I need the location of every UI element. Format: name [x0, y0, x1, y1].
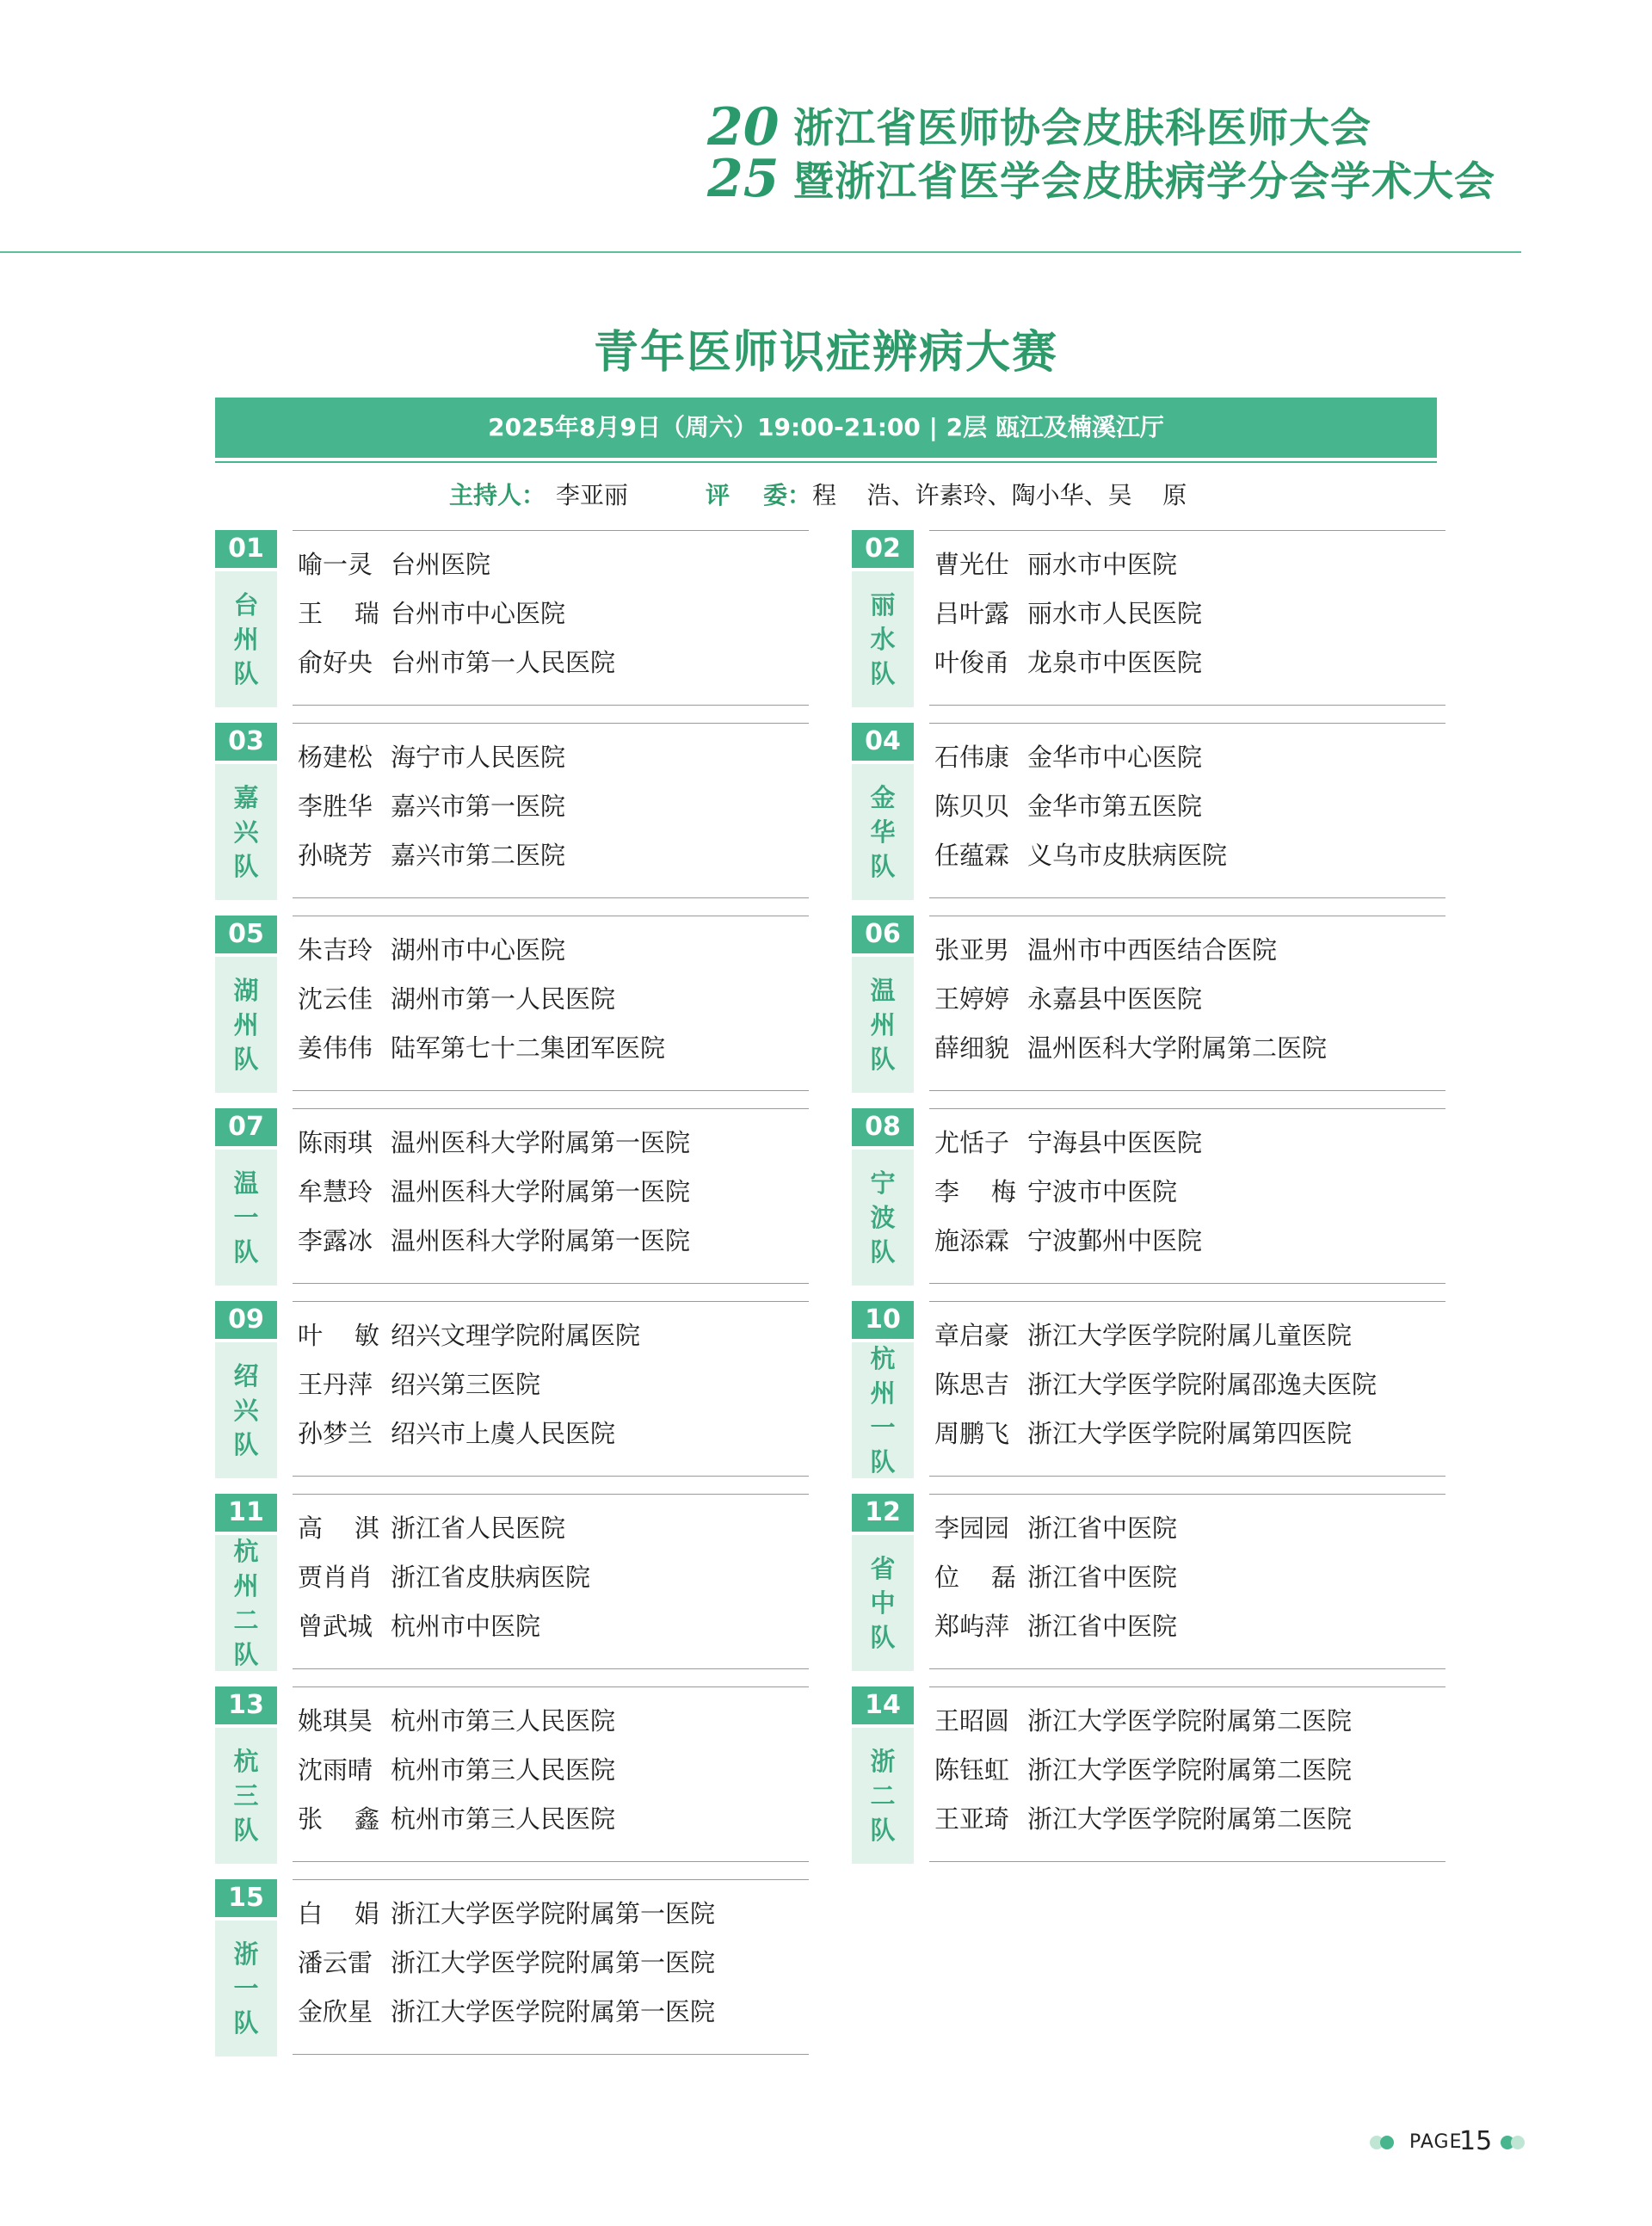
team-card — [852, 916, 1446, 1093]
member-row — [934, 547, 1177, 582]
member-name: 朱吉玲 — [298, 935, 373, 965]
team-name-panel — [215, 1150, 277, 1286]
member-row — [934, 596, 1202, 631]
team-number: 01 — [215, 530, 277, 568]
member-row — [298, 1224, 690, 1258]
page-label: PAGE — [1409, 2131, 1463, 2153]
member-hospital: 宁波市中医院 — [1027, 1177, 1178, 1206]
team-number: 14 — [852, 1686, 914, 1724]
member-name: 王丹萍 — [298, 1370, 373, 1399]
member-row — [934, 645, 1202, 680]
member-hospital: 丽水市人民医院 — [1027, 599, 1203, 628]
member-hospital: 杭州市中医院 — [391, 1612, 541, 1641]
team-name: 浙二队 — [870, 1747, 896, 1845]
member-row — [934, 789, 1202, 823]
member-name: 姜伟伟 — [298, 1033, 373, 1063]
team-card — [215, 723, 809, 900]
member-name: 吕叶露 — [934, 599, 1010, 628]
banner-divider — [215, 461, 1437, 463]
page-dot-left-2 — [1380, 2136, 1394, 2149]
team-name-panel — [852, 571, 914, 707]
team-card — [852, 530, 1446, 707]
member-name: 王亚琦 — [934, 1804, 1010, 1834]
member-name: 叶俊甬 — [934, 648, 1010, 677]
member-row — [934, 933, 1277, 967]
team-bottom-divider — [293, 1283, 809, 1284]
member-hospital: 丽水市中医院 — [1027, 550, 1178, 579]
member-hospital: 永嘉县中医医院 — [1027, 984, 1203, 1014]
member-name: 张 鑫 — [298, 1804, 379, 1834]
team-name-panel — [215, 1921, 277, 2056]
team-card — [215, 1686, 809, 1864]
member-hospital: 浙江大学医学院附属儿童医院 — [1027, 1321, 1353, 1350]
year-logo — [707, 97, 788, 215]
team-bottom-divider — [929, 897, 1446, 898]
member-name: 王昭圆 — [934, 1706, 1010, 1736]
judge-names: 程 浩、许素玲、陶小华、吴 原 — [812, 481, 1187, 509]
member-hospital: 浙江省皮肤病医院 — [391, 1563, 591, 1592]
team-name: 温一队 — [233, 1168, 259, 1267]
member-hospital: 湖州市中心医院 — [391, 935, 566, 965]
team-number: 04 — [852, 723, 914, 761]
team-name: 嘉兴队 — [233, 783, 259, 881]
team-bottom-divider — [293, 705, 809, 706]
member-name: 俞好央 — [298, 648, 373, 677]
team-top-divider — [929, 1494, 1446, 1495]
member-name: 李胜华 — [298, 792, 373, 821]
team-name: 杭三队 — [233, 1747, 259, 1845]
member-row — [934, 1416, 1352, 1451]
team-name: 杭州一队 — [870, 1344, 896, 1477]
member-hospital: 浙江大学医学院附属邵逸夫医院 — [1027, 1370, 1378, 1399]
member-row — [934, 1753, 1352, 1787]
member-row — [298, 1125, 690, 1160]
member-hospital: 浙江大学医学院附属第一医院 — [391, 1997, 716, 2026]
team-name: 温州队 — [870, 976, 896, 1074]
member-name: 曾武城 — [298, 1612, 373, 1641]
team-top-divider — [293, 1301, 809, 1302]
member-hospital: 浙江大学医学院附属第二医院 — [1027, 1804, 1353, 1834]
member-row — [934, 1704, 1352, 1738]
member-hospital: 绍兴第三医院 — [391, 1370, 541, 1399]
member-row — [298, 1175, 690, 1209]
team-bottom-divider — [929, 1090, 1446, 1091]
team-top-divider — [929, 1108, 1446, 1109]
member-hospital: 浙江省人民医院 — [391, 1514, 566, 1543]
team-number: 06 — [852, 916, 914, 953]
member-row — [298, 1945, 715, 1980]
member-row — [934, 982, 1202, 1016]
member-hospital: 绍兴文理学院附属医院 — [391, 1321, 641, 1350]
team-top-divider — [293, 1879, 809, 1880]
hosts-row — [215, 478, 1437, 513]
member-name: 陈思吉 — [934, 1370, 1010, 1399]
member-row — [934, 1175, 1177, 1209]
team-name: 台州队 — [233, 590, 259, 688]
team-bottom-divider — [293, 1861, 809, 1862]
member-row — [298, 789, 565, 823]
team-name-panel — [852, 1150, 914, 1286]
judge-label: 评 委： — [706, 481, 811, 509]
member-row — [298, 1560, 590, 1594]
team-name-panel — [215, 1728, 277, 1864]
team-number: 13 — [215, 1686, 277, 1724]
team-name: 绍兴队 — [233, 1361, 259, 1459]
member-hospital: 嘉兴市第一医院 — [391, 792, 566, 821]
member-row — [298, 1318, 640, 1353]
member-hospital: 浙江省中医院 — [1027, 1563, 1178, 1592]
member-name: 薛细貌 — [934, 1033, 1010, 1063]
team-card — [852, 1494, 1446, 1671]
member-name: 贾肖肖 — [298, 1563, 373, 1592]
member-row — [298, 645, 615, 680]
member-hospital: 浙江大学医学院附属第一医院 — [391, 1899, 716, 1928]
member-hospital: 浙江省中医院 — [1027, 1514, 1178, 1543]
member-row — [298, 547, 490, 582]
team-number: 12 — [852, 1494, 914, 1532]
page-dot-right-2 — [1511, 2136, 1525, 2149]
team-top-divider — [929, 1686, 1446, 1687]
member-row — [934, 1802, 1352, 1836]
member-name: 章启豪 — [934, 1321, 1010, 1350]
team-card — [215, 1301, 809, 1478]
member-row — [298, 1609, 540, 1643]
team-card — [852, 1301, 1446, 1478]
member-row — [298, 982, 615, 1016]
member-name: 周鹏飞 — [934, 1419, 1010, 1448]
member-hospital: 杭州市第三人民医院 — [391, 1755, 616, 1785]
member-hospital: 温州医科大学附属第一医院 — [391, 1177, 691, 1206]
team-number: 11 — [215, 1494, 277, 1532]
member-name: 李园园 — [934, 1514, 1010, 1543]
member-name: 喻一灵 — [298, 550, 373, 579]
team-name-panel — [852, 764, 914, 900]
team-name: 丽水队 — [870, 590, 896, 688]
host-name: 李亚丽 — [556, 481, 629, 509]
member-row — [298, 1511, 565, 1545]
member-hospital: 温州医科大学附属第二医院 — [1027, 1033, 1328, 1063]
member-row — [934, 1367, 1377, 1402]
team-number: 08 — [852, 1108, 914, 1146]
team-bottom-divider — [929, 1476, 1446, 1477]
team-bottom-divider — [929, 705, 1446, 706]
member-row — [934, 1031, 1327, 1065]
member-name: 李 梅 — [934, 1177, 1016, 1206]
team-top-divider — [293, 1494, 809, 1495]
member-name: 陈雨琪 — [298, 1128, 373, 1157]
team-name-panel — [852, 1535, 914, 1671]
member-hospital: 宁波鄞州中医院 — [1027, 1226, 1203, 1255]
member-hospital: 金华市中心医院 — [1027, 743, 1203, 772]
member-hospital: 浙江大学医学院附属第二医院 — [1027, 1755, 1353, 1785]
team-name-panel — [215, 1342, 277, 1478]
team-top-divider — [929, 1301, 1446, 1302]
team-card — [215, 916, 809, 1093]
team-name: 浙一队 — [233, 1939, 259, 2038]
member-hospital: 龙泉市中医医院 — [1027, 648, 1203, 677]
member-hospital: 宁海县中医医院 — [1027, 1128, 1203, 1157]
team-top-divider — [293, 530, 809, 531]
member-name: 潘云雷 — [298, 1948, 373, 1977]
member-hospital: 浙江大学医学院附属第二医院 — [1027, 1706, 1353, 1736]
member-hospital: 台州医院 — [391, 550, 491, 579]
member-row — [298, 596, 565, 631]
member-row — [298, 1367, 540, 1402]
member-hospital: 嘉兴市第二医院 — [391, 841, 566, 870]
team-card — [215, 530, 809, 707]
member-name: 位 磊 — [934, 1563, 1016, 1592]
team-number: 02 — [852, 530, 914, 568]
member-hospital: 温州医科大学附属第一医院 — [391, 1128, 691, 1157]
team-name: 省中队 — [870, 1554, 896, 1652]
member-name: 高 淇 — [298, 1514, 379, 1543]
member-hospital: 金华市第五医院 — [1027, 792, 1203, 821]
member-name: 尤恬子 — [934, 1128, 1010, 1157]
page-number: 15 — [1459, 2126, 1493, 2156]
member-name: 石伟康 — [934, 743, 1010, 772]
team-card — [852, 723, 1446, 900]
team-card — [852, 1108, 1446, 1286]
team-name: 金华队 — [870, 783, 896, 881]
member-row — [934, 1224, 1202, 1258]
member-row — [934, 1609, 1177, 1643]
header-title-line1: 浙江省医师协会皮肤科医师大会 — [793, 105, 1372, 152]
team-card — [215, 1879, 809, 2056]
team-name-panel — [215, 957, 277, 1093]
team-name-panel — [215, 571, 277, 707]
member-hospital: 浙江省中医院 — [1027, 1612, 1178, 1641]
team-card — [852, 1686, 1446, 1864]
member-row — [298, 740, 565, 774]
team-card — [215, 1108, 809, 1286]
team-name: 宁波队 — [870, 1168, 896, 1267]
member-name: 白 娟 — [298, 1899, 379, 1928]
header-title-line2: 暨浙江省医学会皮肤病学分会学术大会 — [793, 158, 1495, 206]
team-name: 杭州二队 — [233, 1537, 259, 1669]
member-row — [298, 838, 565, 873]
team-number: 10 — [852, 1301, 914, 1339]
member-row — [298, 1802, 615, 1836]
team-name-panel — [215, 1535, 277, 1671]
member-name: 金欣星 — [298, 1997, 373, 2026]
member-name: 任蕴霖 — [934, 841, 1010, 870]
team-top-divider — [929, 723, 1446, 724]
team-bottom-divider — [929, 1861, 1446, 1862]
host-label: 主持人： — [449, 481, 546, 509]
member-name: 孙晓芳 — [298, 841, 373, 870]
team-bottom-divider — [929, 1283, 1446, 1284]
member-name: 孙梦兰 — [298, 1419, 373, 1448]
member-row — [298, 1896, 715, 1931]
member-name: 施添霖 — [934, 1226, 1010, 1255]
member-row — [298, 1031, 665, 1065]
year-bottom: 25 — [707, 149, 780, 209]
member-hospital: 杭州市第三人民医院 — [391, 1804, 616, 1834]
team-top-divider — [293, 1108, 809, 1109]
member-hospital: 台州市中心医院 — [391, 599, 566, 628]
year-top: 20 — [707, 97, 780, 157]
member-name: 曹光仕 — [934, 550, 1010, 579]
team-number: 07 — [215, 1108, 277, 1146]
member-name: 王婷婷 — [934, 984, 1010, 1014]
event-banner: 2025年8月9日（周六）19:00-21:00 | 2层 瓯江及楠溪江厅 — [215, 398, 1437, 458]
member-name: 牟慧玲 — [298, 1177, 373, 1206]
member-row — [934, 1318, 1352, 1353]
team-name-panel — [215, 764, 277, 900]
member-name: 陈贝贝 — [934, 792, 1010, 821]
team-number: 05 — [215, 916, 277, 953]
member-hospital: 杭州市第三人民医院 — [391, 1706, 616, 1736]
member-hospital: 绍兴市上虞人民医院 — [391, 1419, 616, 1448]
member-name: 张亚男 — [934, 935, 1010, 965]
team-top-divider — [293, 1686, 809, 1687]
member-name: 叶 敏 — [298, 1321, 379, 1350]
member-name: 陈钰虹 — [934, 1755, 1010, 1785]
member-name: 杨建松 — [298, 743, 373, 772]
member-hospital: 台州市第一人民医院 — [391, 648, 616, 677]
member-name: 沈雨晴 — [298, 1755, 373, 1785]
page-indicator — [1370, 2125, 1525, 2160]
team-bottom-divider — [293, 897, 809, 898]
member-row — [934, 740, 1202, 774]
team-bottom-divider — [293, 1476, 809, 1477]
member-hospital: 陆军第七十二集团军医院 — [391, 1033, 666, 1063]
member-hospital: 温州市中西医结合医院 — [1027, 935, 1278, 965]
team-name-panel — [852, 1728, 914, 1864]
team-card — [215, 1494, 809, 1671]
team-bottom-divider — [929, 1668, 1446, 1669]
member-hospital: 海宁市人民医院 — [391, 743, 566, 772]
team-bottom-divider — [293, 2054, 809, 2055]
header-divider — [0, 251, 1521, 253]
team-top-divider — [929, 530, 1446, 531]
member-hospital: 浙江大学医学院附属第一医院 — [391, 1948, 716, 1977]
team-name-panel — [852, 957, 914, 1093]
member-hospital: 浙江大学医学院附属第四医院 — [1027, 1419, 1353, 1448]
team-name-panel — [852, 1342, 914, 1478]
member-row — [298, 933, 565, 967]
team-name: 湖州队 — [233, 976, 259, 1074]
member-name: 李露冰 — [298, 1226, 373, 1255]
member-row — [934, 1125, 1202, 1160]
team-top-divider — [293, 723, 809, 724]
team-number: 15 — [215, 1879, 277, 1917]
member-name: 王 瑞 — [298, 599, 379, 628]
member-row — [298, 1704, 615, 1738]
member-row — [934, 838, 1227, 873]
member-hospital: 湖州市第一人民医院 — [391, 984, 616, 1014]
member-row — [298, 1753, 615, 1787]
member-row — [298, 1995, 715, 2029]
member-hospital: 义乌市皮肤病医院 — [1027, 841, 1228, 870]
team-number: 09 — [215, 1301, 277, 1339]
member-name: 姚琪昊 — [298, 1706, 373, 1736]
member-row — [298, 1416, 615, 1451]
member-name: 沈云佳 — [298, 984, 373, 1014]
team-number: 03 — [215, 723, 277, 761]
member-row — [934, 1511, 1177, 1545]
team-bottom-divider — [293, 1668, 809, 1669]
member-name: 郑屿萍 — [934, 1612, 1010, 1641]
page-title: 青年医师识症辨病大赛 — [593, 327, 1058, 379]
team-bottom-divider — [293, 1090, 809, 1091]
member-row — [934, 1560, 1177, 1594]
member-hospital: 温州医科大学附属第一医院 — [391, 1226, 691, 1255]
